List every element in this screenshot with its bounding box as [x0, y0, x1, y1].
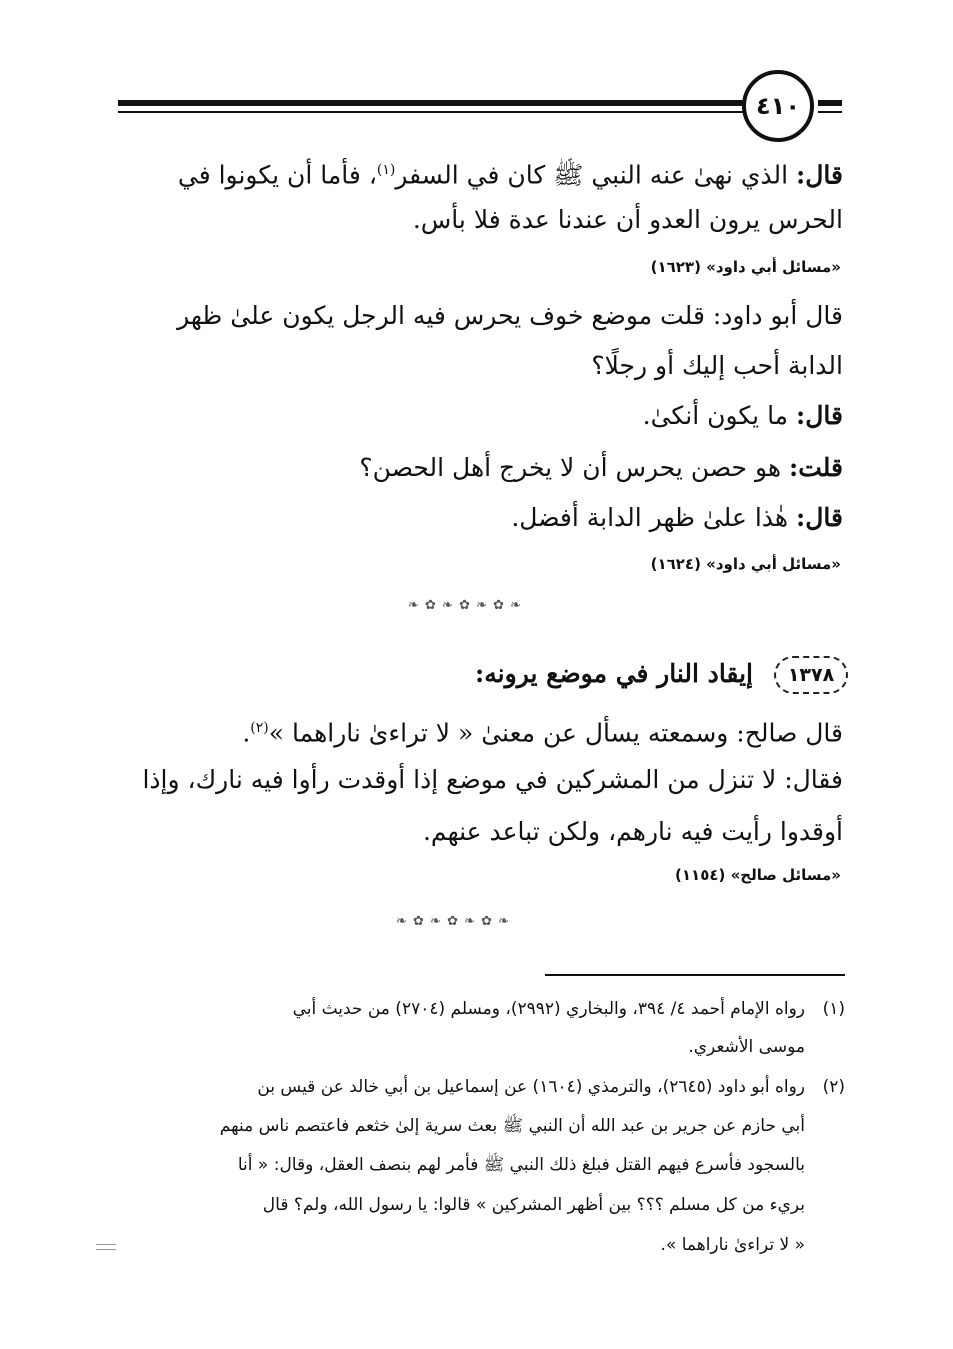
- section-number-badge: ١٣٧٨: [774, 656, 848, 694]
- line-text: قال صالح: وسمعته يسأل عن معنىٰ « لا تراءىٰ ناراهما »: [268, 718, 843, 748]
- footnote-line: بالسجود فأسرع فيهم القتل فبلغ ذلك النبي ﷺ فأمر لهم بنصف العقل، وقال: « أنا: [237, 1155, 805, 1175]
- line-text: ما يكون أنكىٰ.: [642, 401, 797, 430]
- speaker-label: قال:: [796, 160, 843, 190]
- source-citation: «مسائل أبي داود» (١٦٢٣): [650, 258, 841, 276]
- paragraph-line: الحرس يرون العدو أن عندنا عدة فلا بأس.: [412, 205, 843, 234]
- footnote-number: (٢): [822, 1077, 845, 1097]
- footnote-line: « لا تراءىٰ ناراهما ».: [660, 1235, 805, 1255]
- footnote-number: (١): [822, 999, 845, 1019]
- footnote-rule: [545, 974, 845, 976]
- footnote-line: أبي حازم عن جرير بن عبد الله أن النبي ﷺ بعث سرية إلىٰ خثعم فاعتصم ناس منهم: [219, 1116, 805, 1136]
- footnote-line: رواه الإمام أحمد ٤/ ٣٩٤، والبخاري (٢٩٩٢)، ومسلم (٢٧٠٤) من حديث أبي: [292, 999, 805, 1019]
- footnote-line: موسى الأشعري.: [688, 1037, 805, 1057]
- header-rule: [118, 100, 756, 106]
- line-text: هٰذا علىٰ ظهر الدابة أفضل.: [511, 503, 797, 532]
- page-number: ٤١٠: [742, 70, 814, 142]
- header-rule-right-thin: [818, 111, 842, 113]
- footnote-line: رواه أبو داود (٢٦٤٥)، والترمذي (١٦٠٤) عن إسماعيل بن أبي خالد عن قيس بن: [257, 1077, 805, 1097]
- header-rule-right: [818, 100, 842, 106]
- paragraph-line: [178, 150, 843, 195]
- header-rule-thin: [118, 111, 756, 113]
- line-text: ، فأما أن يكونوا في: [177, 160, 377, 190]
- line-text: الذي نهىٰ عنه النبي ﷺ كان في السفر: [395, 160, 797, 190]
- margin-mark: [96, 1244, 116, 1250]
- section-title: إيقاد النار في موضع يرونه:: [475, 659, 753, 688]
- source-citation: «مسائل صالح» (١١٥٤): [675, 866, 841, 884]
- footnote-ref: (١): [376, 162, 396, 178]
- speaker-label: قال:: [796, 503, 843, 532]
- source-citation: «مسائل أبي داود» (١٦٢٤): [650, 555, 841, 573]
- speaker-label: قال:: [796, 401, 843, 430]
- footnote-line: بريء من كل مسلم ؟؟؟ بين أظهر المشركين » قالوا: يا رسول الله، ولم؟ قال: [262, 1195, 805, 1215]
- divider-ornament: ❧ ✿ ❧ ✿ ❧ ✿ ❧: [396, 914, 511, 929]
- line-text: هو حصن يحرس أن لا يخرج أهل الحصن؟: [359, 453, 789, 482]
- paragraph-line: فقال: لا تنزل من المشركين في موضع إذا أوقدت رأوا فيه نارك، وإذا: [142, 765, 843, 794]
- paragraph-line: قال أبو داود: قلت موضع خوف يحرس فيه الرجل يكون علىٰ ظهر: [177, 301, 843, 330]
- paragraph-line: [511, 498, 843, 538]
- paragraph-line: الدابة أحب إليك أو رجلًا؟: [591, 351, 843, 380]
- speaker-label: قلت:: [788, 453, 843, 482]
- paragraph-line: [643, 396, 843, 436]
- paragraph-line: [359, 448, 843, 488]
- line-text: .: [242, 718, 251, 748]
- paragraph-line: أوقدوا رأيت فيه نارهم، ولكن تباعد عنهم.: [422, 817, 843, 846]
- footnote-ref: (٢): [250, 720, 269, 736]
- paragraph-line: [242, 708, 843, 753]
- divider-ornament: ❧ ✿ ❧ ✿ ❧ ✿ ❧: [408, 598, 523, 613]
